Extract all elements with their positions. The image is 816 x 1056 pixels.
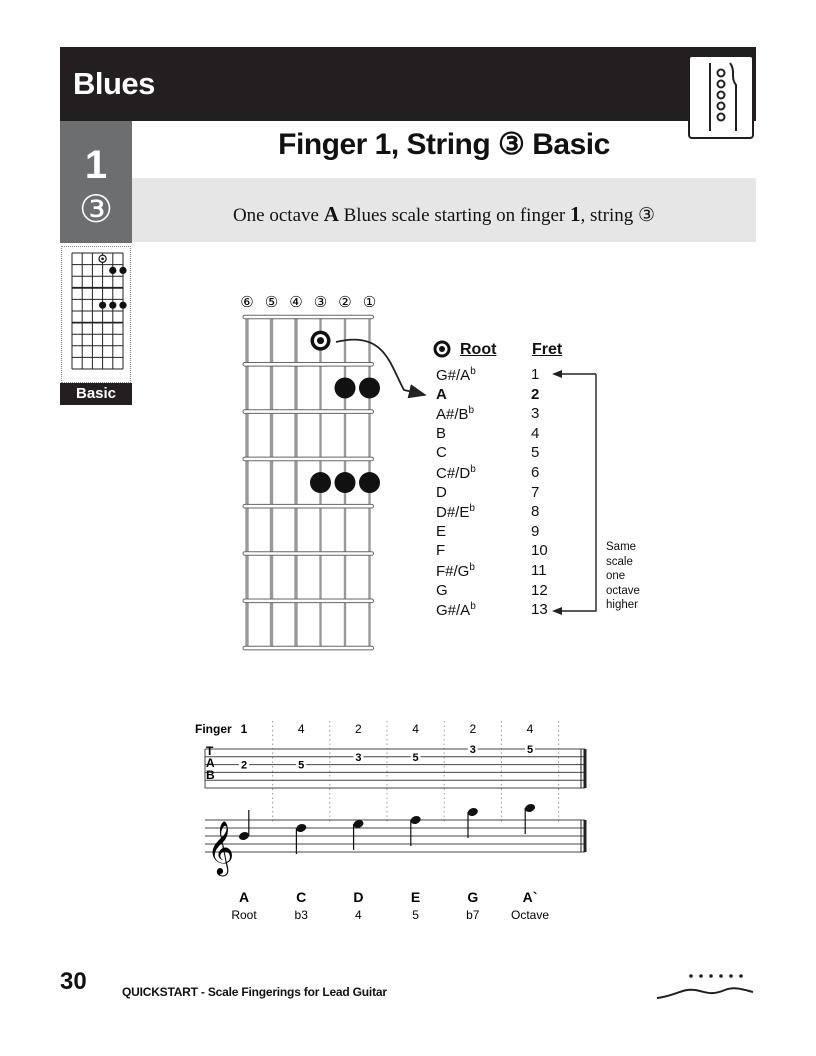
row-note: F [436,542,446,560]
thumbnail-grid [72,253,127,369]
note-name: G [467,889,479,905]
header-bar [60,47,756,121]
string-label: ④ [289,293,303,311]
basic-label: Basic [60,383,132,405]
finger-dot [359,472,380,493]
book-title: QUICKSTART - Scale Fingerings for Lead Guitar [122,985,387,999]
side-tab [60,121,132,243]
row-fret: 6 [531,464,540,481]
fret-number: 5 [412,751,419,764]
subtitle-pre: One octave [232,205,324,226]
finger-number: 4 [412,722,419,736]
root-header: Root [460,341,497,358]
note-name: D [353,889,364,905]
row-fret: 4 [531,424,540,442]
fingering-thumbnail [61,246,131,383]
finger-dot [335,472,356,493]
fret-header: Fret [532,341,563,358]
fret-number: 3 [469,744,476,756]
finger-number: 1 [240,722,248,736]
row-note: G [436,581,448,599]
tab-letter: T [206,744,214,758]
row-note: $D\#/E^b$ [436,503,475,522]
finger-number: 2 [469,722,477,736]
string-labels [240,293,376,311]
thumb-dot [109,302,116,309]
subtitle-post: , string ③ [580,205,656,226]
thumb-dot [119,267,126,274]
row-note: C [436,444,447,462]
fret-line [243,646,374,650]
note-name: A` [522,889,538,905]
octave-note [606,540,640,613]
fret-line [243,552,374,556]
fret-table-row [436,523,566,542]
note-name: A [238,889,250,905]
subtitle-key: A [323,202,339,226]
flat-sign: b [470,601,476,613]
music-staff [205,803,585,876]
octave-note-line: octave [606,584,640,597]
string-label: ⑤ [264,293,279,311]
scale-degree: b3 [294,908,308,922]
tab-letter: A [206,756,215,770]
page-title: Finger 1, String ③ Basic [278,128,610,161]
thumb-dot [119,302,126,309]
fret-number: 5 [298,759,305,772]
octave-note-line: one [606,570,626,582]
page-number: 30 [60,968,87,995]
octave-note-line: Same [606,541,637,553]
subtitle [132,202,756,227]
fret-table-row [436,464,566,483]
fret-line [243,504,374,508]
fret-line [243,315,374,319]
string-label: ② [338,293,352,311]
row-note: B [436,424,447,442]
scale-degree: Octave [510,908,550,922]
fret-number: 5 [526,744,534,756]
row-note: A [436,385,447,403]
treble-clef-icon: 𝄞 [207,820,235,874]
row-note: $C\#/D^b$ [436,464,476,482]
row-note: E [436,522,447,540]
fret-line [243,599,374,603]
row-fret: 11 [531,562,547,579]
section-title: Blues [73,66,155,101]
row-fret: 9 [531,522,540,540]
row-note: D [436,483,447,501]
flat-sign: b [469,562,475,573]
fret-table-row [436,503,566,522]
root-symbol-icon [432,339,452,359]
string-label: ③ [313,293,328,311]
finger-dot [359,377,380,398]
finger-dot [335,377,356,398]
octave-note-line: higher [606,599,638,611]
root-dot-center [317,337,324,344]
fret-table-row [436,601,566,620]
fret-table-row [436,444,566,463]
flat-sign: b [469,503,475,515]
fret-line [243,457,374,461]
fret-table-row [436,366,566,385]
row-fret: 12 [531,581,548,599]
octave-note-line: scale [606,555,633,568]
fret-table-row [436,405,566,424]
row-fret: 1 [531,366,540,383]
tab-letter: B [206,768,215,782]
fret-number: 2 [240,759,248,772]
scale-degree: 5 [412,908,419,922]
fret-line [243,363,374,367]
octave-bracket [548,368,608,620]
finger-dot [310,472,331,493]
row-fret: 3 [531,405,540,423]
row-fret: 8 [531,503,540,521]
note-name: E [410,889,421,905]
fret-table-row [436,582,566,601]
row-note: $G\#/A^b$ [436,366,476,384]
note-name: C [296,889,307,905]
side-tab-finger: 1 [84,143,108,187]
scale-degree: Root [231,908,257,922]
row-fret: 10 [531,542,548,560]
thumb-dot [109,267,116,274]
tab-and-staff [185,715,625,935]
row-note: $A\#/B^b$ [436,405,475,424]
thumb-dot [99,302,106,309]
row-note: $G\#/A^b$ [436,601,476,620]
thumb-root-center [101,258,104,261]
flat-sign: b [470,366,476,377]
guitar-headstock-icon [655,968,755,1004]
scale-degree: b7 [466,908,480,922]
fret-number: 3 [355,751,362,764]
fret-table-row [436,542,566,561]
string-label: ⑥ [240,293,254,311]
finger-number: 4 [297,722,305,736]
subtitle-mid: Blues scale starting on finger [338,205,570,226]
row-note: $F\#/G^b$ [436,562,475,580]
row-fret: 5 [531,444,540,462]
scale-degree: 4 [355,908,362,922]
fret-table-row [436,425,566,444]
fret-table-row [436,386,566,405]
fret-table-row [436,562,566,581]
fret-table-row [436,484,566,503]
finger-number: 2 [355,722,362,736]
flat-sign: b [470,464,476,475]
row-fret: 2 [531,385,540,403]
fret-line [243,410,374,414]
finger-label: Finger [195,722,232,736]
finger-number: 4 [526,722,534,736]
string-label: ① [362,293,377,311]
row-fret: 7 [531,483,540,501]
row-fret: 13 [531,601,548,619]
subtitle-finger: 1 [569,202,581,226]
note-labels [231,889,549,922]
side-tab-string: ③ [78,189,114,231]
flat-sign: b [468,405,475,417]
